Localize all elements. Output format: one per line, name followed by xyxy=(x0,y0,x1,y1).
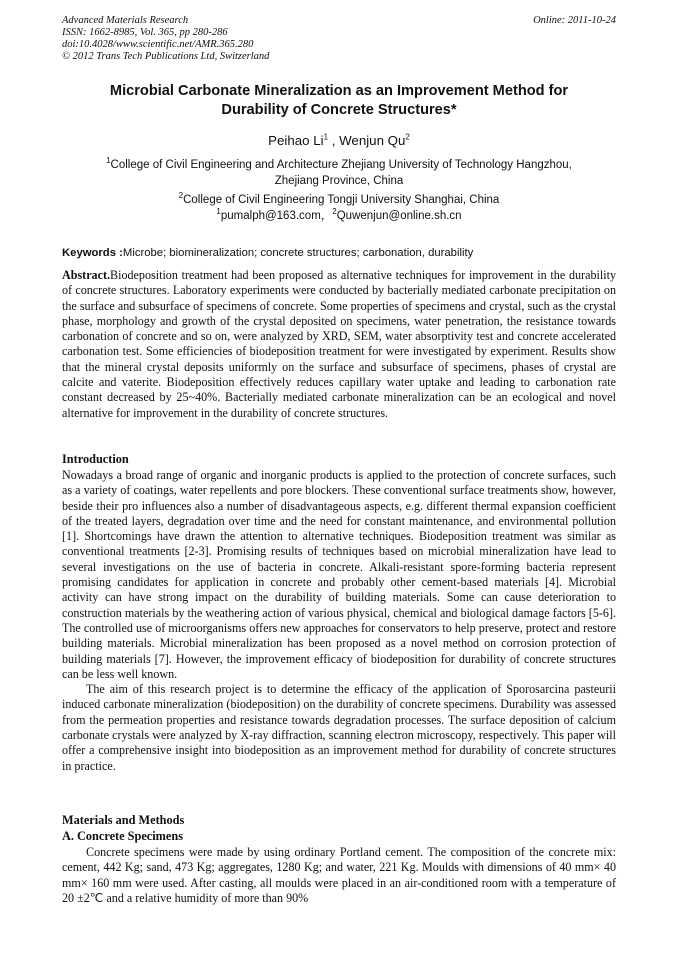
doi: doi:10.4028/www.scientific.net/AMR.365.280 xyxy=(62,39,254,50)
author-list xyxy=(62,132,616,149)
online-date: Online: 2011-10-24 xyxy=(533,15,616,26)
copyright: © 2012 Trans Tech Publications Ltd, Switzerland xyxy=(62,51,270,62)
title-line-1: Microbial Carbonate Mineralization as an Improvement Method for xyxy=(109,83,569,99)
introduction-paragraph-1: Nowadays a broad range of organic and inorganic products is applied to the protection of concrete surfaces, such as a variety of coatings, water repellents and pore blockers. These conventional surface treatments show, however, beside their pro influences also a number of disadvantageous aspects, e.g. different thermal expansion coefficient of the treated layers, degradation over time and the need for constant maintenance, and environmental pollution [1]. Shortcomings have drawn the attention to alternative techniques. Biodeposition treatment was similar as conventional treatments [2-3]. Promising results of techniques based on microbial mineralization have lead to several investigations on the use of bacteria in concrete. Alkali-resistant spore-forming bacteria represent promising candidates for application in concrete and probably other cement-based materials [4]. Microbial activity can have strong impact on the durability of building materials. Some can cause deterioration to construction materials by the weathering action of various physical, chemical and biological damage factors [5-6]. The controlled use of microorganisms offers new approaches for conservators to help preserve, protect and restore building materials. Microbial mineralization has been proposed as a novel method on corrosion protection of building materials [7]. However, the improvement efficacy of biodeposition for durability of concrete structures can be less well known. xyxy=(62,468,616,681)
methods-paragraph-1: Concrete specimens were made by using ordinary Portland cement. The composition of the concrete mix: cement, 442 Kg; sand, 473 Kg; aggregates, 1280 Kg; and water, 221 Kg. Moulds with dimensions of 40 mm× 40 mm× 160 mm were used. After casting, all moulds were placed in an air-conditioned room with a temperature of 20 ±2℃ and a relative humidity of more than 90% xyxy=(62,845,616,905)
keywords-text: Microbe; biomineralization; concrete structures; carbonation, durability xyxy=(122,247,474,259)
email-1: pumalph@163.com， xyxy=(220,210,333,222)
email-2: Quwenjun@online.sh.cn xyxy=(336,210,462,222)
affiliation-1-line-1: College of Civil Engineering and Architecture Zhejiang University of Technology Hangzhou, xyxy=(110,159,572,171)
author-1-marker: 1 xyxy=(323,132,329,142)
keywords xyxy=(62,246,616,260)
affiliation-1-marker: 1 xyxy=(106,156,111,166)
keywords-label: Keywords : xyxy=(62,247,123,259)
author-separator: , xyxy=(328,133,340,148)
email-2-marker: 2 xyxy=(332,207,337,217)
affiliation-2 xyxy=(62,192,616,224)
introduction-heading: Introduction xyxy=(62,452,129,466)
introduction-body xyxy=(62,468,616,774)
author-2: Wenjun Qu xyxy=(339,133,406,148)
paper-title xyxy=(62,82,616,120)
journal-name: Advanced Materials Research xyxy=(62,15,189,26)
affiliation-1-line-2: Zhejiang Province, China xyxy=(274,175,404,187)
abstract xyxy=(62,268,616,421)
running-header xyxy=(62,15,616,63)
affiliation-1 xyxy=(62,157,616,189)
affiliation-2-text: College of Civil Engineering Tongji University Shanghai, China xyxy=(183,194,500,206)
issn: ISSN: 1662-8985, Vol. 365, pp 280-286 xyxy=(62,27,228,38)
methods-heading: Materials and Methods xyxy=(62,813,185,827)
title-line-2: Durability of Concrete Structures* xyxy=(221,102,457,118)
affiliation-2-marker: 2 xyxy=(178,191,184,201)
methods-body xyxy=(62,845,616,906)
author-1: Peihao Li xyxy=(268,133,324,148)
abstract-text: Biodeposition treatment had been proposed as alternative techniques for improvement in the durability of concrete structures. Laboratory experiments were conducted by bacterially mediated carbonate precipitation on the surface and subsurface of specimens of concrete. Some properties of specimens and crystal, such as the crystal phase, morphology and growth of the crystal deposited on specimens, water penetration, the resistance towards carbonation of concrete and so on, were analyzed by XRD, SEM, water absorptivity test and concrete accelerated carbonation test. Some efficiencies of biodeposition treatment for were investigated by experiment. Results show that the mineral crystal deposits uniformly on the surface and subsurface of specimens, phases of crystal are calcite and vaterite. Biodeposition effectively reduces capillary water uptake and leading to carbonation rate constant decreased by 25~40%. Bacterially mediated carbonate mineralization can be an ecological and novel alternative for improvement in the durability of concrete structures. xyxy=(62,268,616,420)
abstract-label: Abstract. xyxy=(62,268,111,282)
author-2-marker: 2 xyxy=(405,132,410,142)
email-1-marker: 1 xyxy=(216,207,221,217)
introduction-paragraph-2: The aim of this research project is to determine the efficacy of the application of Sporosarcina pasteurii induced carbonate mineralization (biodeposition) on the durability of concrete specimens. Durability was assessed from the permeation properties and resistance towards degradation processes. The surface deposition of calcium carbonate crystals were analyzed by X-ray diffraction, scanning electron microscopy, respectively. This paper will offer a comprehensive insight into biodeposition as an improvement method for durability of concrete structures in practice. xyxy=(62,682,616,773)
methods-subheading: A. Concrete Specimens xyxy=(62,829,184,843)
author-emails xyxy=(62,208,616,224)
